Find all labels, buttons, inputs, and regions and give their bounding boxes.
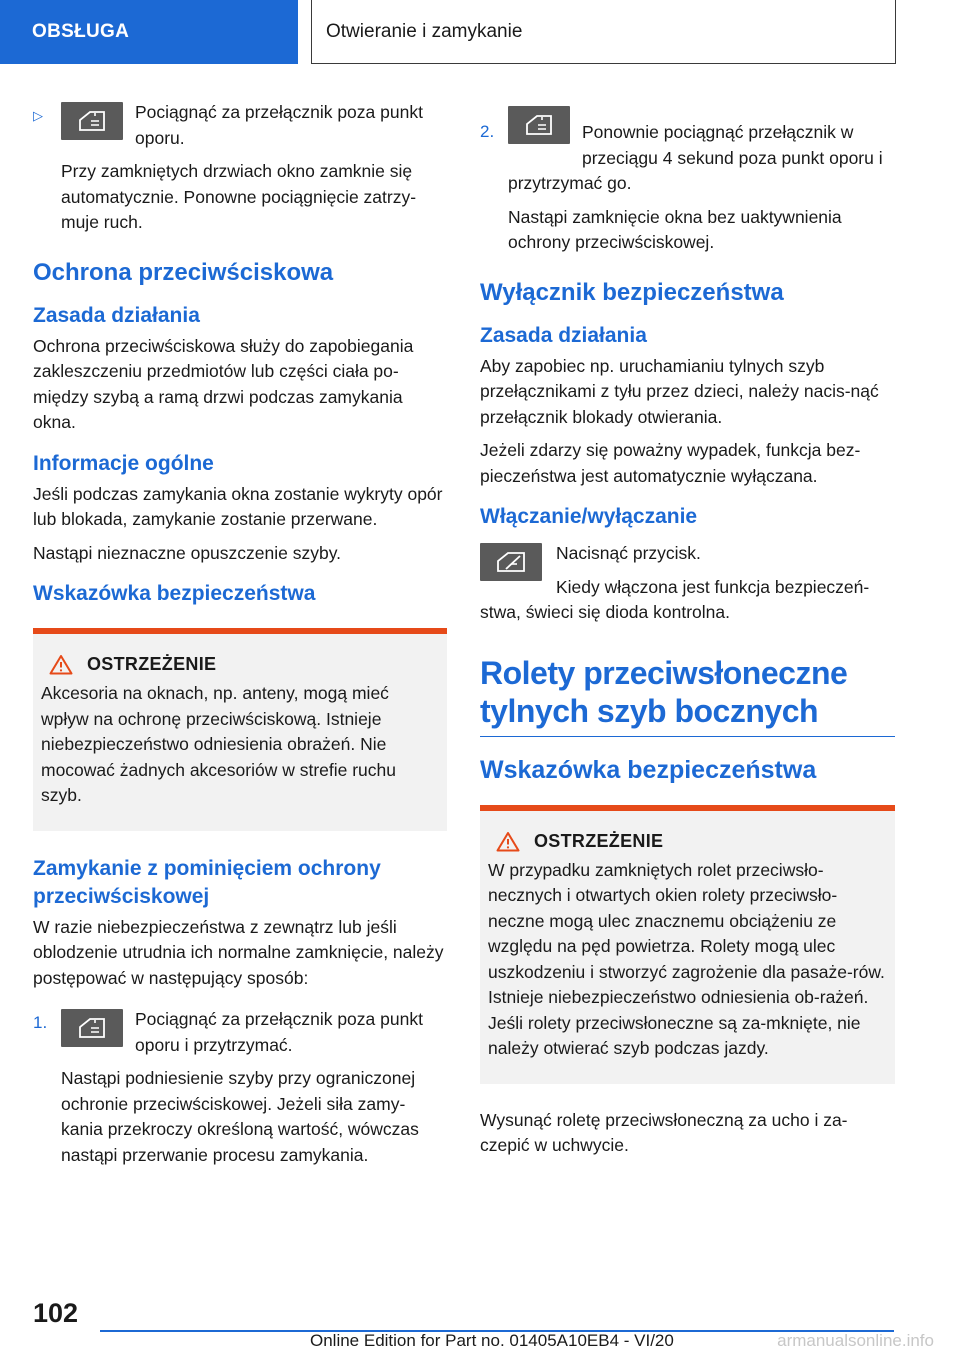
step-a-note: Przy zamkniętych drzwiach okno zamknie się automatycznie. Ponowne pociągnięcie zatrzy-muje ruch.: [61, 161, 417, 232]
step-triangle: [33, 100, 447, 236]
principle-text: Ochrona przeciwściskowa służy do zapobiegania zakleszczeniu przedmiotów lub części ciała po-między szybą a ramą drzwi podczas zamykania okna.: [33, 335, 414, 432]
warning-triangle-icon: [496, 831, 520, 852]
window-switch-pull-icon: [61, 102, 123, 140]
warning-title: OSTRZEŻENIE: [534, 830, 664, 851]
step-1-text: Pociągnąć za przełącznik poza punkt oporu i przytrzymać.: [135, 1009, 423, 1055]
window-switch-pull-icon: [61, 1009, 123, 1047]
warning-box: [33, 628, 447, 831]
triangle-marker: ▷: [33, 108, 43, 123]
warning-box: [480, 805, 895, 1084]
heading-safety-switch: Wyłącznik bezpieczeństwa: [480, 278, 784, 306]
step-1-number: 1.: [33, 1013, 48, 1032]
edition-text: Online Edition for Part no. 01405A10EB4 - VI/20: [310, 1331, 674, 1350]
heading-principle: Zasada działania: [480, 323, 647, 347]
warning-heading: [41, 654, 439, 675]
step-2-text: Ponownie pociągnąć przełącznik w przeciągu 4 sekund poza punkt oporu i przytrzymać go.: [508, 122, 883, 193]
window-lock-switch-icon: [480, 543, 542, 581]
general-text-2: Nastąpi nieznaczne opuszczenie szyby.: [33, 542, 342, 563]
right-column: [480, 100, 895, 1167]
warning-text: W przypadku zamkniętych rolet przeciwsło-necznych i otwartych okien rolety przeciwsło-neczne mogą ulec znacznemu obciążeniu ze względu na pęd powietrza. Rolety mogą ulec uszkodzeniu i stworzyć zagrożenie dla pasaże-rów. Istnieje niebezpieczeństwo odniesienia ob-rażeń. Jeśli rolety przeciwsłoneczne są za-mknięte, nie należy otwierać szyb podczas jazdy.: [488, 859, 885, 1058]
step-2-note: Nastąpi zamknięcie okna bez uaktywnienia ochrony przeciwściskowej.: [508, 206, 842, 252]
watermark: armanualsonline.info: [777, 1331, 934, 1350]
step-2-number: 2.: [480, 122, 495, 141]
press-button-text: Nacisnąć przycisk.: [556, 543, 701, 563]
step-1-note: Nastąpi podniesienie szyby przy ograniczonej ochronie przeciwściskowej. Jeżeli siła zamy-kania przekroczy określoną wartość, wówczas nastąpi przerwanie procesu zamykania.: [61, 1068, 419, 1165]
heading-safety-note: Wskazówka bezpieczeństwa: [480, 755, 817, 784]
warning-heading: [488, 831, 887, 852]
heading-anti-pinch: Ochrona przeciwściskowa: [33, 258, 334, 286]
step-a-text: Pociągnąć za przełącznik poza punkt oporu.: [135, 102, 423, 148]
general-text-1: Jeśli podczas zamykania okna zostanie wykryty opór lub blokada, zamykanie zostanie przerwane.: [33, 483, 443, 529]
bypass-text: W razie niebezpieczeństwa z zewnątrz lub jeśli oblodzenie utrudnia ich normalne zamknięcie, należy postępować w następujący sposób:: [33, 916, 444, 988]
heading-principle: Zasada działania: [33, 303, 200, 327]
step-1: [33, 1007, 447, 1168]
heading-bypass-closing: Zamykanie z pominięciem ochrony przeciwściskowej: [33, 856, 381, 908]
lock-button-block: [480, 541, 895, 626]
heading-sun-blinds: Rolety przeciwsłoneczne tylnych szyb bocznych: [480, 654, 895, 737]
page-number: 102: [33, 1298, 79, 1328]
chapter-title: Otwieranie i zamykanie: [311, 0, 896, 64]
window-switch-pull-icon: [508, 106, 570, 144]
lock-active-text: Kiedy włączona jest funkcja bezpieczeń-stwa, świeci się dioda kontrolna.: [480, 576, 870, 622]
left-column: [33, 100, 447, 1176]
step-2: [480, 100, 895, 256]
heading-safety-note: Wskazówka bezpieczeństwa: [33, 582, 316, 605]
blinds-instruction-text: Wysunąć roletę przeciwsłoneczną za ucho i za-czepić w uchwycie.: [480, 1109, 848, 1155]
warning-text: Akcesoria na oknach, np. anteny, mogą mieć wpływ na ochronę przeciwściskową. Istnieje niebezpieczeństwo odniesienia obrażeń. Nie mocować żadnych akcesoriów w strefie ruchu szyb.: [41, 683, 397, 805]
heading-general-info: Informacje ogólne: [33, 451, 214, 475]
warning-triangle-icon: [49, 654, 73, 675]
section-tab: OBSŁUGA: [0, 0, 298, 64]
principle-text-1: Aby zapobiec np. uruchamianiu tylnych szyb przełącznikami z tyłu przez dzieci, należy nacis-nąć przełącznik blokady otwierania.: [480, 355, 879, 427]
heading-on-off: Włączanie/wyłączanie: [480, 505, 698, 528]
warning-title: OSTRZEŻENIE: [87, 654, 217, 674]
principle-text-2: Jeżeli zdarzy się poważny wypadek, funkcja bez-pieczeństwa jest automatycznie wyłączana.: [480, 440, 861, 486]
